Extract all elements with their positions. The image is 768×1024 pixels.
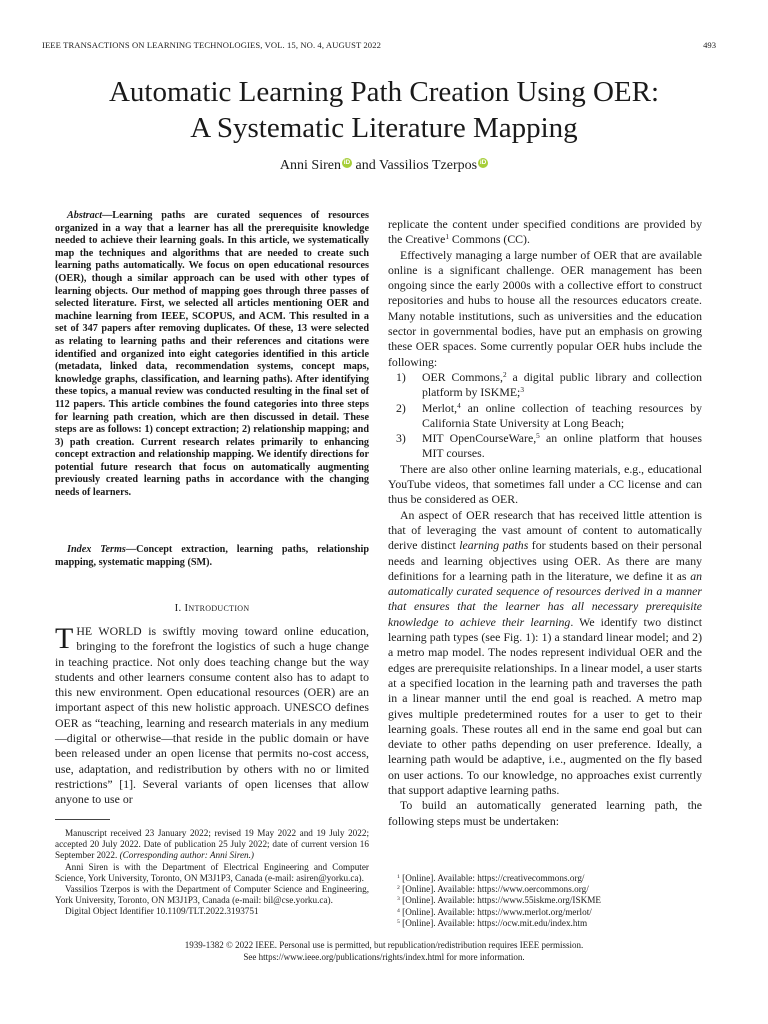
list-item: 2) Merlot,$^4$ an online collection of teaching resources by California State University at Long Beach; <box>396 400 702 430</box>
emphasis: an automatically curated sequence of resources derived in a manner that ensures that the learner has all necessary prerequisite knowledge to achieve their learning <box>388 568 702 629</box>
footnote-ref[interactable]: 4 <box>457 400 461 410</box>
body-paragraph: An aspect of OER research that has received little attention is that of leveraging the vast amount of content to automatically derive distinct learning paths for students based on their personal needs and learning objectives using OER. As there are many definitions for a learning path in the literature, we define it as an automatically curated sequence of resources derived in a manner that ensures that the learner has all necessary prerequisite knowledge to achieve their learning. We identify two distinct learning path types (see Fig. 1): 1) a standard linear model; and 2) a metro map model. The nodes represent individual OER and the edges are prerequisite relationships. In a linear model, a user starts at a specified location in the learning path and traverses the path in a linear manner until the end goal is reached. A metro map gives multiple predetermined routes for a user to get to their learning goals. These routes all end in the same end goal but can deviate to other paths depending on user preference. Ideally, a learning path would be adaptive, i.e., augmented on the fly based on user actions. To our knowledge, no approaches exist currently that support adaptive learning paths. <box>388 507 703 797</box>
drop-cap: T <box>55 622 74 655</box>
footnote-ref[interactable]: 1 <box>445 232 449 242</box>
copyright-footer <box>0 939 768 963</box>
paper-title <box>0 74 768 146</box>
orcid-icon[interactable]: iD <box>479 159 487 166</box>
body-paragraph: Effectively managing a large number of OER that are available online is a significant challenge. OER management has been ongoing since the early 2000s with a collective effort to construct repositories and hubs to house all the resources educators create. Many notable institutions, such as universities and the education sector in governmental bodies, have put an emphasis on growing these OER spaces. Some currently popular OER hubs include the following: <box>388 247 702 369</box>
orcid-icon[interactable]: iD <box>343 159 351 166</box>
author-affiliation: Vassilios Tzerpos is with the Department of Computer Science and Engineering, York University, Toronto, ON M3J1P3, Canada (e-mail: bil@cse.yorku.ca). <box>55 884 369 906</box>
footnote-ref[interactable]: 2 <box>502 369 507 379</box>
intro-lead: HE WORLD <box>76 624 142 638</box>
footnote-link[interactable]: [Online]. Available: https://ocw.mit.edu/index.htm <box>399 917 588 928</box>
list-item: 3) MIT OpenCourseWare,$^5$ an online platform that houses MIT courses. <box>396 431 702 461</box>
intro-body <box>55 624 369 808</box>
body-paragraph: There are also other online learning materials, e.g., educational YouTube videos, that sometimes fall under a CC license and can thus be considered as OER. <box>388 461 702 507</box>
intro-paragraph <box>55 624 369 808</box>
footnote-link[interactable]: [Online]. Available: https://www.merlot.org/merlot/ <box>399 906 592 917</box>
footnote: $^1$ [Online]. Available: https://creativecommons.org/ <box>397 873 585 883</box>
footnote: $^5$ [Online]. Available: https://ocw.mit.edu/index.htm <box>397 917 588 928</box>
footnote-link[interactable]: [Online]. Available: https://www.55iskme.org/ISKME <box>399 895 602 906</box>
footnote-link[interactable]: [Online]. Available: https://www.oercommons.org/ <box>399 884 589 895</box>
emphasis: learning paths <box>459 538 529 553</box>
footnote-link[interactable]: [Online]. Available: https://creativecommons.org/ <box>399 873 585 883</box>
index-terms-text: —Concept extraction, learning paths, relationship mapping, systematic mapping (SM). <box>55 544 369 568</box>
author-affiliation: Anni Siren is with the Department of Electrical Engineering and Computer Science, York University, Toronto, ON M3J1P3, Canada (e-mail: asiren@yorku.ca). <box>55 861 369 883</box>
manuscript-footnotes <box>55 828 369 918</box>
section-title: Introduction <box>184 602 250 614</box>
footnote: $^3$ [Online]. Available: https://www.55iskme.org/ISKME <box>397 895 602 906</box>
author-name: Anni Siren <box>279 158 341 173</box>
oer-hub-list <box>388 370 702 462</box>
rights-link[interactable]: See https://www.ieee.org/publications/rights/index.html for more information. <box>243 952 525 962</box>
copyright-line: 1939-1382 © 2022 IEEE. Personal use is permitted, but republication/redistribution requires IEEE permission. <box>184 940 584 950</box>
journal-header: IEEE TRANSACTIONS ON LEARNING TECHNOLOGIES, VOL. 15, NO. 4, AUGUST 2022 <box>42 40 381 50</box>
index-terms-label: Index Terms <box>67 544 126 555</box>
footnote-ref[interactable]: 5 <box>536 431 540 441</box>
section-heading <box>55 602 369 614</box>
footnote-ref[interactable]: 3 <box>520 385 524 395</box>
author-conjunction: and <box>355 158 376 173</box>
footnote: $^4$ [Online]. Available: https://www.merlot.org/merlot/ <box>397 906 592 917</box>
abstract-text: —Learning paths are curated sequences of resources organized in a way that a learner has all the prerequisite knowledge needed to achieve their learning goals. In this article, we systematically map the techniques and algorithms that are needed to create such learning paths automatically. We focus on open educational resources (OER), though a similar approach can be used with other types of learning objects. Our method of mapping goes through three passes of selected literature. First, we selected all articles mentioning OER and machine learning from IEEE, SCOPUS, and ACM. This resulted in a set of 347 papers after removing duplicates. Of these, 13 were selected as relating to learning paths and their references and citations were identified and organized into eight categories identified in this article (metadata, linked data, recommendation systems, concept maps, knowledge graphs, classification, and learning paths). After identifying these topics, a manual review was conducted resulting in the final set of 112 papers. This article combines the found categories into three steps for learning path creation, which are then discussed in detail. These steps are as follows: 1) concept extraction; 2) relationship mapping; and 3) path creation. Current research relates primarily to enhancing concept extraction and relationship mapping. We identify directions for potential future research that focus on automatically augmenting previously created learning paths in accordance with the changing needs of learners. <box>55 210 369 499</box>
author-list <box>0 158 768 174</box>
right-column-body <box>388 217 702 829</box>
abstract <box>55 210 369 500</box>
doi: Digital Object Identifier 10.1109/TLT.2022.3193751 <box>65 906 259 917</box>
body-paragraph: replicate the content under specified conditions are provided by the Creative$^1$ Commons (CC). <box>388 217 702 247</box>
footnote: $^2$ [Online]. Available: https://www.oercommons.org/ <box>397 884 589 895</box>
manuscript-dates: Manuscript received 23 January 2022; revised 19 May 2022 and 19 July 2022; accepted 20 July 2022. Date of publication 25 July 2022; date of current version 16 September 2022. (Corresponding author: Anni Siren.) <box>55 828 369 861</box>
title-line-2: A Systematic Literature Mapping <box>190 112 578 144</box>
footnote-divider <box>55 819 110 820</box>
list-item: 1) OER Commons,$^2$ a digital public library and collection platform by ISKME;$^3$ <box>396 369 702 400</box>
intro-text: is swiftly moving toward online education, bringing to the forefront the logistics of such a huge change in teaching practice. Not only does teaching change but the way students and other learners consume content also has to adapt to this new environment. Open educational resources (OER) are an important aspect of this new holistic approach. UNESCO defines OER as “teaching, learning and research materials in any medium—digital or otherwise—that reside in the public domain or have been released under an open license that permits no-cost access, use, adaptation, and redistribution by others with no or limited restrictions” [1]. Several variants of open licenses that allow anyone to use or <box>55 624 369 807</box>
url-footnotes <box>397 873 697 929</box>
abstract-label: Abstract <box>67 210 103 221</box>
section-numeral: I. <box>174 602 182 614</box>
author-name: Vassilios Tzerpos <box>378 158 478 173</box>
title-line-1: Automatic Learning Path Creation Using OER: <box>108 76 660 108</box>
body-paragraph: To build an automatically generated learning path, the following steps must be undertaken: <box>388 798 702 828</box>
corresponding-author: (Corresponding author: Anni Siren.) <box>119 850 254 861</box>
page-number: 493 <box>703 40 716 50</box>
index-terms <box>55 544 369 569</box>
